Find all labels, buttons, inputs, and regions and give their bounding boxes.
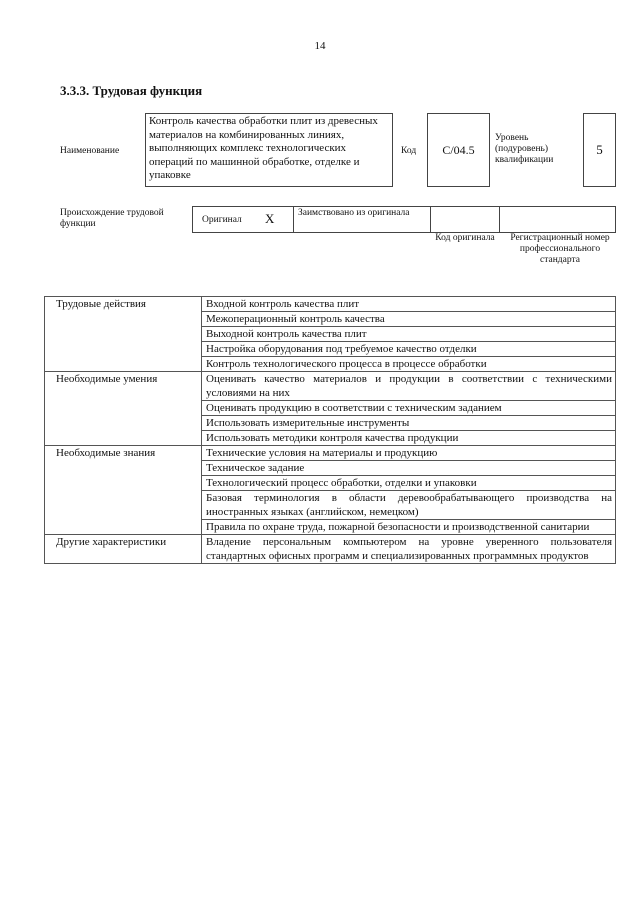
code-box	[427, 113, 490, 187]
item-cell: Технологический процесс обработки, отделки и упаковки	[202, 476, 616, 491]
code-original-caption: Код оригинала	[435, 233, 495, 243]
origin-original-cell	[193, 207, 294, 232]
table-row	[45, 446, 616, 461]
item-cell: Использовать измерительные инструменты	[202, 416, 616, 431]
category-cell: Необходимые умения	[45, 372, 202, 446]
table-row	[45, 535, 616, 564]
function-details-table	[44, 296, 616, 564]
origin-code-cell	[431, 207, 500, 232]
reg-number-caption: Регистрационный номер профессионального стандарта	[510, 233, 610, 265]
item-cell: Техническое задание	[202, 461, 616, 476]
page-number: 14	[314, 40, 326, 52]
item-cell: Оценивать продукцию в соответствии с техническим заданием	[202, 401, 616, 416]
origin-borrowed-cell	[294, 207, 431, 232]
item-cell: Базовая терминология в области деревообрабатывающего производства на иностранных языках (английском, немецком)	[202, 491, 616, 520]
item-cell: Использовать методики контроля качества продукции	[202, 431, 616, 446]
category-cell: Трудовые действия	[45, 297, 202, 372]
item-cell: Технические условия на материалы и продукцию	[202, 446, 616, 461]
table-row	[45, 297, 616, 312]
borrowed-label: Заимствовано из оригинала	[298, 208, 410, 218]
origin-row	[192, 206, 616, 233]
level-value: 5	[596, 142, 603, 157]
function-name-box	[145, 113, 393, 187]
original-mark: X	[265, 211, 275, 226]
original-label: Оригинал	[202, 215, 242, 225]
item-cell: Владение персональным компьютером на уровне уверенного пользователя стандартных офисных программ и специализированных программных продуктов	[202, 535, 616, 564]
item-cell: Выходной контроль качества плит	[202, 327, 616, 342]
code-label: Код	[401, 146, 417, 156]
item-cell: Контроль технологического процесса в процессе обработки	[202, 357, 616, 372]
origin-label: Происхождение трудовой функции	[60, 208, 164, 229]
function-name-value: Контроль качества обработки плит из древесных материалов на комбинированных линиях, выполняющих комплекс технологических операций по машинной обработке, отделке и упаковке	[149, 115, 378, 182]
section-title: 3.3.3. Трудовая функция	[60, 83, 203, 98]
item-cell: Правила по охране труда, пожарной безопасности и производственной санитарии	[202, 520, 616, 535]
name-label: Наименование	[60, 146, 120, 156]
item-cell: Входной контроль качества плит	[202, 297, 616, 312]
level-label: Уровень (подуровень) квалификации	[495, 133, 554, 165]
item-cell: Настройка оборудования под требуемое качество отделки	[202, 342, 616, 357]
category-cell: Необходимые знания	[45, 446, 202, 535]
table-row	[45, 372, 616, 401]
item-cell: Межоперационный контроль качества	[202, 312, 616, 327]
category-cell: Другие характеристики	[45, 535, 202, 564]
item-cell: Оценивать качество материалов и продукции в соответствии с техническими условиями на них	[202, 372, 616, 401]
code-value: C/04.5	[442, 142, 475, 157]
level-box	[583, 113, 616, 187]
